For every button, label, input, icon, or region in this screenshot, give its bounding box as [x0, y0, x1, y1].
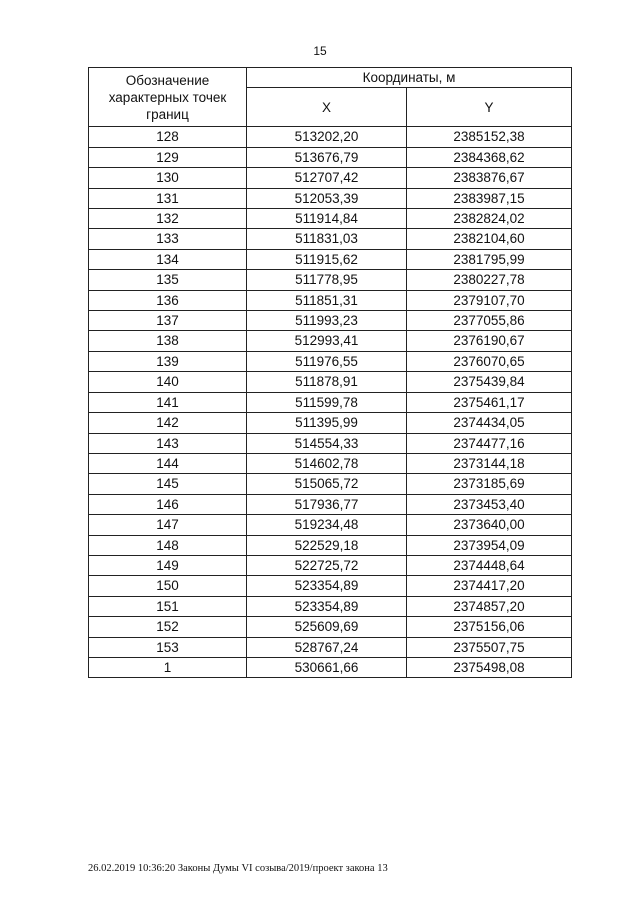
- coordinates-group-header: Координаты, м: [247, 68, 572, 88]
- table-row: [89, 209, 572, 229]
- y-coordinate-cell: 2373640,00: [407, 515, 572, 535]
- point-id-cell: 128: [89, 127, 247, 147]
- point-id-cell: 138: [89, 331, 247, 351]
- x-column-header: X: [247, 88, 407, 127]
- table-row: [89, 188, 572, 208]
- y-coordinate-cell: 2375461,17: [407, 392, 572, 412]
- table-row: [89, 617, 572, 637]
- point-id-cell: 153: [89, 637, 247, 657]
- document-footer: 26.02.2019 10:36:20 Законы Думы VI созыва/2019/проект закона 13: [88, 863, 388, 874]
- x-coordinate-cell: 513676,79: [247, 147, 407, 167]
- y-coordinate-cell: 2374477,16: [407, 433, 572, 453]
- point-id-cell: 140: [89, 372, 247, 392]
- y-coordinate-cell: 2374857,20: [407, 596, 572, 616]
- coordinates-table: [88, 67, 572, 678]
- x-coordinate-cell: 511993,23: [247, 311, 407, 331]
- x-coordinate-cell: 512993,41: [247, 331, 407, 351]
- table-row: [89, 576, 572, 596]
- y-coordinate-cell: 2377055,86: [407, 311, 572, 331]
- table-row: [89, 331, 572, 351]
- y-coordinate-cell: 2380227,78: [407, 270, 572, 290]
- x-coordinate-cell: 511976,55: [247, 351, 407, 371]
- table-body: [89, 127, 572, 678]
- table-row: [89, 596, 572, 616]
- x-coordinate-cell: 514602,78: [247, 453, 407, 473]
- point-designation-header: Обозначение характерных точек границ: [89, 68, 247, 127]
- point-id-cell: 151: [89, 596, 247, 616]
- y-coordinate-cell: 2375156,06: [407, 617, 572, 637]
- point-id-cell: 152: [89, 617, 247, 637]
- y-coordinate-cell: 2385152,38: [407, 127, 572, 147]
- page-number: 15: [313, 44, 327, 58]
- point-id-cell: 130: [89, 168, 247, 188]
- table-row: [89, 127, 572, 147]
- x-coordinate-cell: 511395,99: [247, 413, 407, 433]
- table-row: [89, 637, 572, 657]
- point-id-cell: 132: [89, 209, 247, 229]
- table-row: [89, 229, 572, 249]
- y-coordinate-cell: 2375498,08: [407, 657, 572, 677]
- table-row: [89, 311, 572, 331]
- point-id-cell: 129: [89, 147, 247, 167]
- x-coordinate-cell: 514554,33: [247, 433, 407, 453]
- x-coordinate-cell: 511831,03: [247, 229, 407, 249]
- point-id-cell: 149: [89, 555, 247, 575]
- point-id-cell: 1: [89, 657, 247, 677]
- x-coordinate-cell: 511851,31: [247, 290, 407, 310]
- y-coordinate-cell: 2375439,84: [407, 372, 572, 392]
- x-coordinate-cell: 515065,72: [247, 474, 407, 494]
- x-coordinate-cell: 519234,48: [247, 515, 407, 535]
- x-coordinate-cell: 523354,89: [247, 576, 407, 596]
- point-id-cell: 137: [89, 311, 247, 331]
- table-row: [89, 168, 572, 188]
- y-coordinate-cell: 2373144,18: [407, 453, 572, 473]
- table-row: [89, 392, 572, 412]
- y-column-header: Y: [407, 88, 572, 127]
- x-coordinate-cell: 525609,69: [247, 617, 407, 637]
- y-coordinate-cell: 2373185,69: [407, 474, 572, 494]
- point-id-cell: 148: [89, 535, 247, 555]
- x-coordinate-cell: 528767,24: [247, 637, 407, 657]
- point-id-cell: 144: [89, 453, 247, 473]
- y-coordinate-cell: 2376070,65: [407, 351, 572, 371]
- y-coordinate-cell: 2381795,99: [407, 249, 572, 269]
- point-id-cell: 147: [89, 515, 247, 535]
- point-id-cell: 142: [89, 413, 247, 433]
- x-coordinate-cell: 511778,95: [247, 270, 407, 290]
- point-id-cell: 150: [89, 576, 247, 596]
- y-coordinate-cell: 2374417,20: [407, 576, 572, 596]
- table-row: [89, 515, 572, 535]
- table-row: [89, 147, 572, 167]
- table-row: [89, 657, 572, 677]
- point-id-cell: 145: [89, 474, 247, 494]
- table-row: [89, 555, 572, 575]
- point-id-cell: 136: [89, 290, 247, 310]
- x-coordinate-cell: 511915,62: [247, 249, 407, 269]
- x-coordinate-cell: 523354,89: [247, 596, 407, 616]
- y-coordinate-cell: 2383876,67: [407, 168, 572, 188]
- table-row: [89, 372, 572, 392]
- table-row: [89, 270, 572, 290]
- table-row: [89, 494, 572, 514]
- y-coordinate-cell: 2383987,15: [407, 188, 572, 208]
- table-row: [89, 413, 572, 433]
- x-coordinate-cell: 511599,78: [247, 392, 407, 412]
- table-row: [89, 351, 572, 371]
- point-id-cell: 131: [89, 188, 247, 208]
- table-row: [89, 249, 572, 269]
- y-coordinate-cell: 2376190,67: [407, 331, 572, 351]
- point-id-cell: 139: [89, 351, 247, 371]
- point-id-cell: 141: [89, 392, 247, 412]
- x-coordinate-cell: 522725,72: [247, 555, 407, 575]
- y-coordinate-cell: 2374448,64: [407, 555, 572, 575]
- point-id-cell: 146: [89, 494, 247, 514]
- table-row: [89, 535, 572, 555]
- table-row: [89, 474, 572, 494]
- table-row: [89, 453, 572, 473]
- y-coordinate-cell: 2379107,70: [407, 290, 572, 310]
- point-id-cell: 143: [89, 433, 247, 453]
- x-coordinate-cell: 512707,42: [247, 168, 407, 188]
- x-coordinate-cell: 511914,84: [247, 209, 407, 229]
- x-coordinate-cell: 512053,39: [247, 188, 407, 208]
- x-coordinate-cell: 513202,20: [247, 127, 407, 147]
- point-id-cell: 134: [89, 249, 247, 269]
- y-coordinate-cell: 2382104,60: [407, 229, 572, 249]
- y-coordinate-cell: 2382824,02: [407, 209, 572, 229]
- point-id-cell: 133: [89, 229, 247, 249]
- table-header: [89, 68, 572, 127]
- x-coordinate-cell: 530661,66: [247, 657, 407, 677]
- x-coordinate-cell: 511878,91: [247, 372, 407, 392]
- y-coordinate-cell: 2384368,62: [407, 147, 572, 167]
- y-coordinate-cell: 2373954,09: [407, 535, 572, 555]
- y-coordinate-cell: 2374434,05: [407, 413, 572, 433]
- x-coordinate-cell: 522529,18: [247, 535, 407, 555]
- y-coordinate-cell: 2375507,75: [407, 637, 572, 657]
- point-id-cell: 135: [89, 270, 247, 290]
- table-row: [89, 290, 572, 310]
- x-coordinate-cell: 517936,77: [247, 494, 407, 514]
- table-row: [89, 433, 572, 453]
- y-coordinate-cell: 2373453,40: [407, 494, 572, 514]
